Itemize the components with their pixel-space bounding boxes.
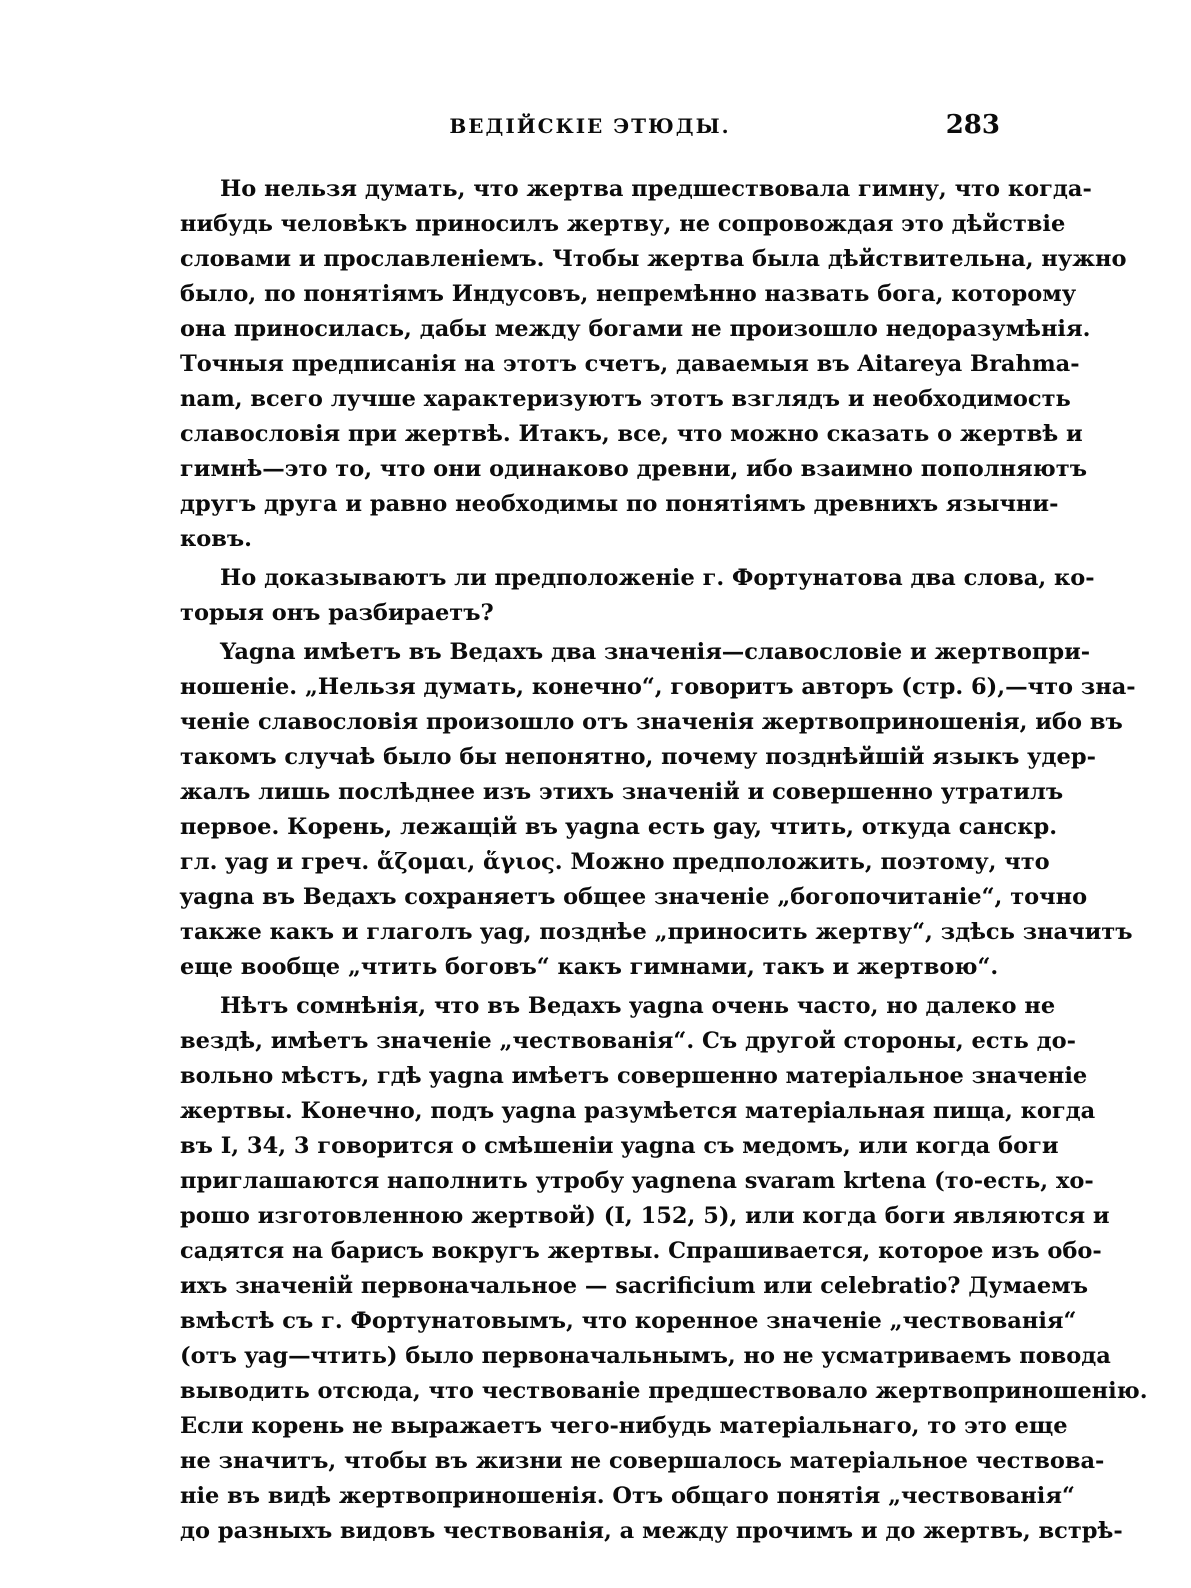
page-number: 283 (945, 110, 1000, 140)
text-line: гимнѣ—это то, что они одинаково древни, ибо взаимно пополняютъ (180, 456, 1087, 482)
text-line: она приносилась, дабы между богами не произошло недоразумѣнія. (180, 316, 1091, 342)
text-line: рошо изготовленною жертвой) (I, 152, 5), или когда боги являются и (180, 1203, 1110, 1229)
text-line: вездѣ, имѣетъ значеніе „чествованія“. Съ другой стороны, есть до- (180, 1028, 1076, 1054)
paragraph (180, 561, 1095, 631)
text-line: yagna въ Ведахъ сохраняетъ общее значеніе „богопочитаніе“, точно (180, 884, 1088, 910)
text-line: Точныя предписанія на этотъ счетъ, даваемыя въ Aitareya Brahma- (180, 351, 1080, 377)
text-line: выводить отсюда, что чествованіе предшествовало жертвоприношенію. (180, 1378, 1148, 1404)
text-line: Если корень не выражаетъ чего-нибудь матеріальнаго, то это еще (180, 1413, 1068, 1439)
text-line: жертвы. Конечно, подъ yagna разумѣется матеріальная пища, когда (180, 1098, 1096, 1124)
text-line: также какъ и глаголъ yag, позднѣе „приносить жертву“, здѣсь значитъ (180, 919, 1133, 945)
text-line: ченіе славословія произошло отъ значенія жертвоприношенія, ибо въ (180, 709, 1123, 735)
paragraph (180, 172, 1127, 557)
text-line: было, по понятіямъ Индусовъ, непремѣнно назвать бога, которому (180, 281, 1077, 307)
text-line: такомъ случаѣ было бы непонятно, почему позднѣйшій языкъ удер- (180, 744, 1096, 770)
text-line: еще вообще „чтить боговъ“ какъ гимнами, такъ и жертвою“. (180, 954, 999, 980)
text-line: нибудь человѣкъ приносилъ жертву, не сопровождая это дѣйствіе (180, 211, 1066, 237)
text-line: приглашаются наполнить утробу yagnena svaram krtena (то-есть, хо- (180, 1168, 1094, 1194)
text-line: ихъ значеній первоначальное — sacrificium или celebratio? Думаемъ (180, 1273, 1088, 1299)
text-line: торыя онъ разбираетъ? (180, 600, 494, 626)
paragraph (180, 635, 1136, 985)
text-line: словами и прославленіемъ. Чтобы жертва была дѣйствительна, нужно (180, 246, 1127, 272)
body-text (180, 172, 1148, 1553)
text-line: другъ друга и равно необходимы по понятіямъ древнихъ язычни- (180, 491, 1059, 517)
text-line: до разныхъ видовъ чествованія, а между прочимъ и до жертвъ, встрѣ- (180, 1518, 1123, 1544)
text-line: первое. Корень, лежащій въ yagna есть gay, чтить, откуда санскр. (180, 814, 1058, 840)
running-head (180, 110, 1000, 150)
text-line: Но нельзя думать, что жертва предшествовала гимну, что когда- (220, 176, 1092, 202)
text-line: ніе въ видѣ жертвоприношенія. Отъ общаго понятія „чествованія“ (180, 1483, 1075, 1509)
paragraph (180, 989, 1148, 1549)
text-line: (отъ yag—чтить) было первоначальнымъ, но не усматриваемъ повода (180, 1343, 1111, 1369)
text-line: гл. yag и греч. ἅζομαι, ἅγιος. Можно предположить, поэтому, что (180, 849, 1050, 875)
text-line: не значитъ, чтобы въ жизни не совершалось матеріальное чествова- (180, 1448, 1105, 1474)
text-line: Но доказываютъ ли предположеніе г. Фортунатова два слова, ко- (220, 565, 1095, 591)
text-line: вольно мѣстъ, гдѣ yagna имѣетъ совершенно матеріальное значеніе (180, 1063, 1088, 1089)
text-line: nam, всего лучше характеризуютъ этотъ взглядъ и необходимость (180, 386, 1071, 412)
text-line: ношеніе. „Нельзя думать, конечно“, говоритъ авторъ (стр. 6),—что зна- (180, 674, 1136, 700)
text-line: въ I, 34, 3 говорится о смѣшеніи yagna съ медомъ, или когда боги (180, 1133, 1059, 1159)
text-line: ковъ. (180, 526, 252, 552)
text-line: Yagna имѣетъ въ Ведахъ два значенія—славословіе и жертвопри- (220, 639, 1091, 665)
text-line: жалъ лишь послѣднее изъ этихъ значеній и совершенно утратилъ (180, 779, 1064, 805)
text-line: Нѣтъ сомнѣнія, что въ Ведахъ yagna очень часто, но далеко не (220, 993, 1056, 1019)
text-line: вмѣстѣ съ г. Фортунатовымъ, что коренное значеніе „чествованія“ (180, 1308, 1077, 1334)
text-line: славословія при жертвѣ. Итакъ, все, что можно сказать о жертвѣ и (180, 421, 1083, 447)
text-line: садятся на барисъ вокругъ жертвы. Спрашивается, которое изъ обо- (180, 1238, 1102, 1264)
running-title: ВЕДІЙСКІЕ ЭТЮДЫ. (449, 114, 731, 138)
